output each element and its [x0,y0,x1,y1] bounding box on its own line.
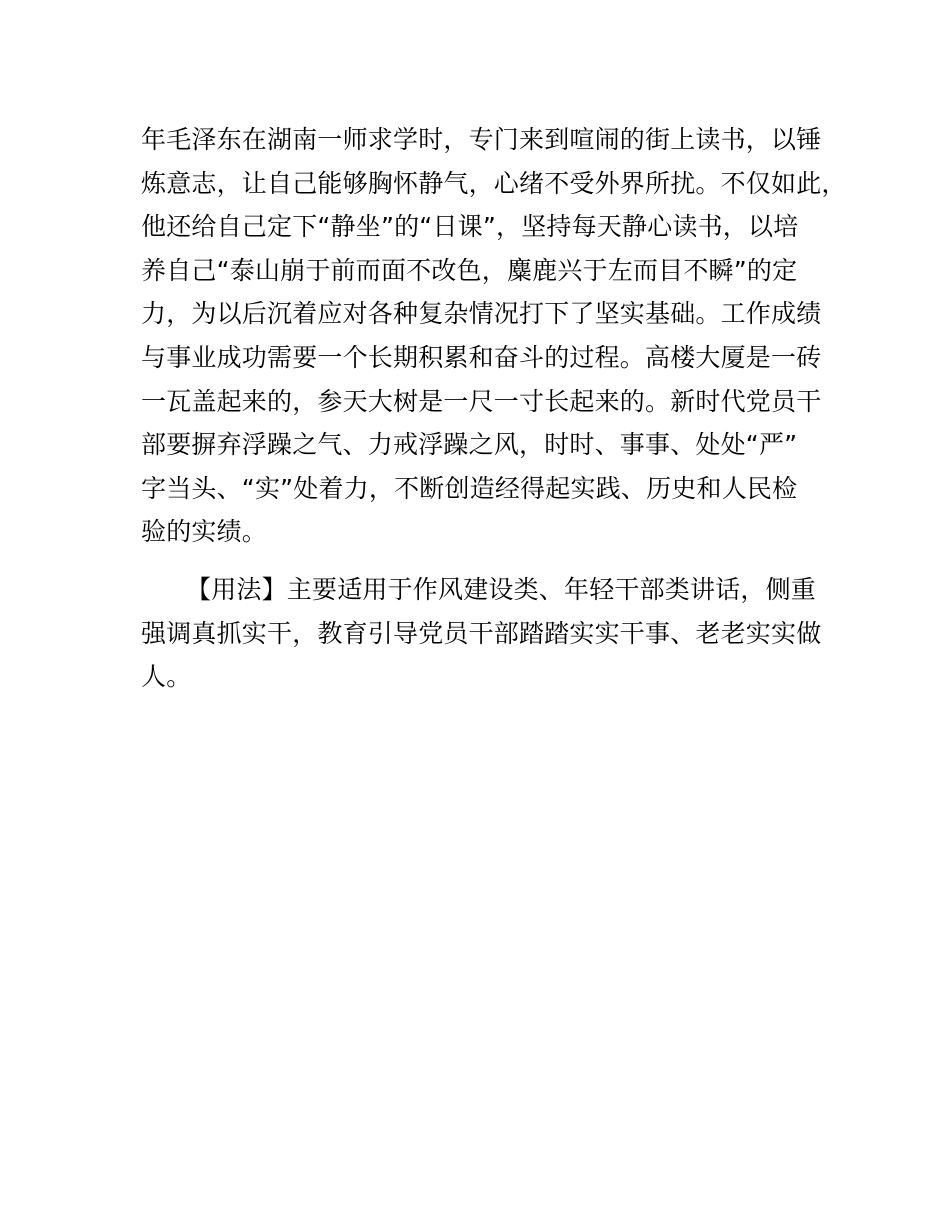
paragraph-usage [141,568,841,699]
text-line: 他还给自己定下“静坐”的“日课”，坚持每天静心读书，以培 [141,212,799,242]
text-line: 【用法】主要适用于作风建设类、年轻干部类讲话，侧重 [186,574,817,604]
paragraph-story [141,118,847,554]
text-line: 人。 [141,662,192,692]
paragraph-spacer [141,554,841,568]
text-line: 验的实绩。 [141,517,268,547]
text-line: 强调真抓实干，教育引导党员干部踏踏实实干事、老老实实做 [141,618,822,648]
text-line: 与事业成功需要一个长期积累和奋斗的过程。高楼大厦是一砖 [141,342,822,372]
text-line: 年毛泽东在湖南一师求学时，专门来到喧闹的街上读书，以锤 [141,125,822,154]
text-line: 炼意志，让自己能够胸怀静气，心绪不受外界所扰。不仅如此， [141,168,847,198]
text-line: 部要摒弃浮躁之气、力戒浮躁之风，时时、事事、处处“严” [141,430,798,460]
text-line: 力，为以后沉着应对各种复杂情况打下了坚实基础。工作成绩 [141,299,822,329]
text-line: 养自己“泰山崩于前而面不改色，麋鹿兴于左而目不瞬”的定 [141,255,798,285]
document-body [141,118,847,699]
text-line: 一瓦盖起来的，参天大树是一尺一寸长起来的。新时代党员干 [141,386,822,416]
text-line: 字当头、“实”处着力，不断创造经得起实践、历史和人民检 [141,473,798,503]
